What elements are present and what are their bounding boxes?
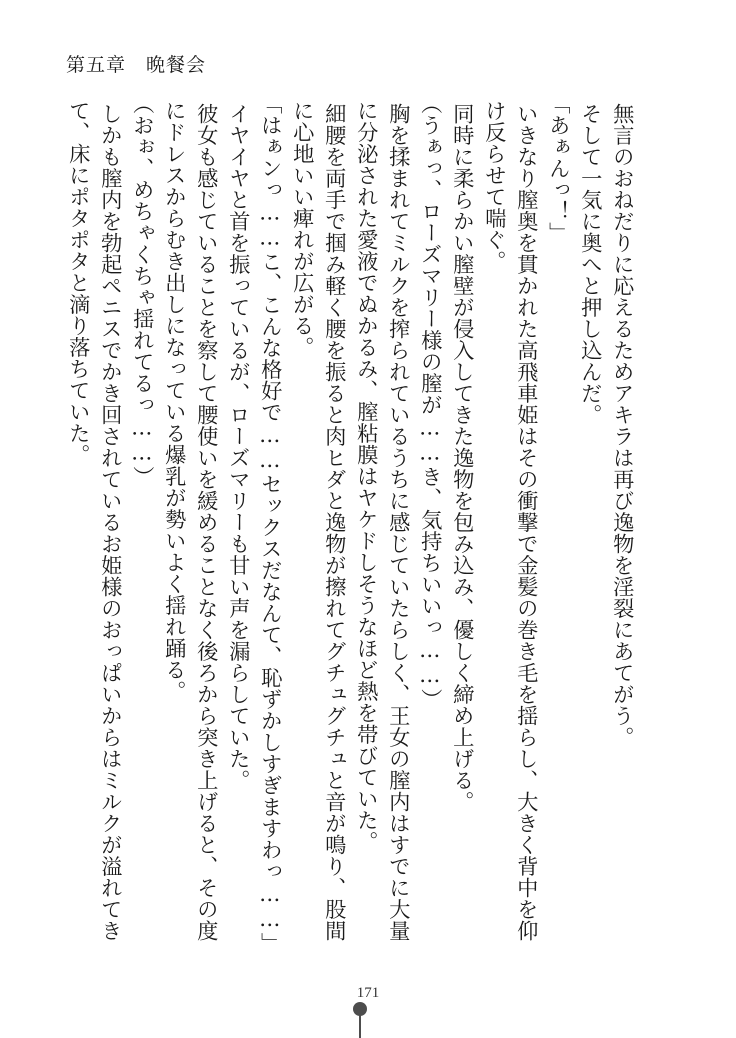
page-number: 171 bbox=[356, 985, 380, 1001]
text-column-3: 「あぁんっ！」 bbox=[545, 93, 571, 244]
page-marker-line bbox=[359, 1015, 361, 1038]
text-column-7: （うぁっ、ローズマリー様の膣が……き、気持ちいいっ……） bbox=[417, 93, 443, 710]
text-column-18: て、床にポタポタと滴り落ちていた。 bbox=[65, 100, 91, 466]
page-marker-dot bbox=[353, 1002, 367, 1016]
text-column-11: に心地いい痺れが広がる。 bbox=[289, 100, 315, 358]
text-column-2: そして一気に奥へと押し込んだ。 bbox=[577, 103, 603, 426]
text-column-16: （おぉ、めちゃくちゃ揺れてるっ……） bbox=[129, 93, 155, 488]
text-column-12: 「はぁンっ……こ、こんな格好で……セックスだなんて、恥ずかしすぎますわっ……」 bbox=[257, 93, 283, 954]
text-column-8: 胸を揉まれてミルクを搾られているうちに感じていたらしく、王女の膣内はすでに大量 bbox=[385, 103, 411, 942]
text-column-5: け反らせて喘ぐ。 bbox=[481, 100, 507, 272]
text-column-6: 同時に柔らかい膣壁が侵入してきた逸物を包み込み、優しく締め上げる。 bbox=[449, 103, 475, 813]
text-column-4: いきなり膣奥を貫かれた高飛車姫はその衝撃で金髪の巻き毛を揺らし、大きく背中を仰 bbox=[513, 103, 539, 942]
text-column-14: 彼女も感じていることを察して腰使いを緩めることなく後ろから突き上げると、その度 bbox=[193, 103, 219, 942]
text-column-9: に分泌された愛液でぬかるみ、膣粘膜はヤケドしそうなほど熱を帯びていた。 bbox=[353, 100, 379, 853]
chapter-header: 第五章 晩餐会 bbox=[66, 54, 207, 76]
text-column-1: 無言のおねだりに応えるためアキラは再び逸物を淫裂にあてがう。 bbox=[609, 103, 635, 748]
text-column-15: にドレスからむき出しになっている爆乳が勢いよく揺れ踊る。 bbox=[161, 100, 187, 702]
text-column-17: しかも膣内を勃起ペニスでかき回されているお姫様のおっぱいからはミルクが溢れてき bbox=[97, 103, 123, 942]
text-column-10: 細腰を両手で掴み軽く腰を振ると肉ヒダと逸物が擦れてグチュグチュと音が鳴り、股間 bbox=[321, 103, 347, 942]
text-column-13: イヤイヤと首を振っているが、ローズマリーも甘い声を漏らしていた。 bbox=[225, 103, 251, 791]
